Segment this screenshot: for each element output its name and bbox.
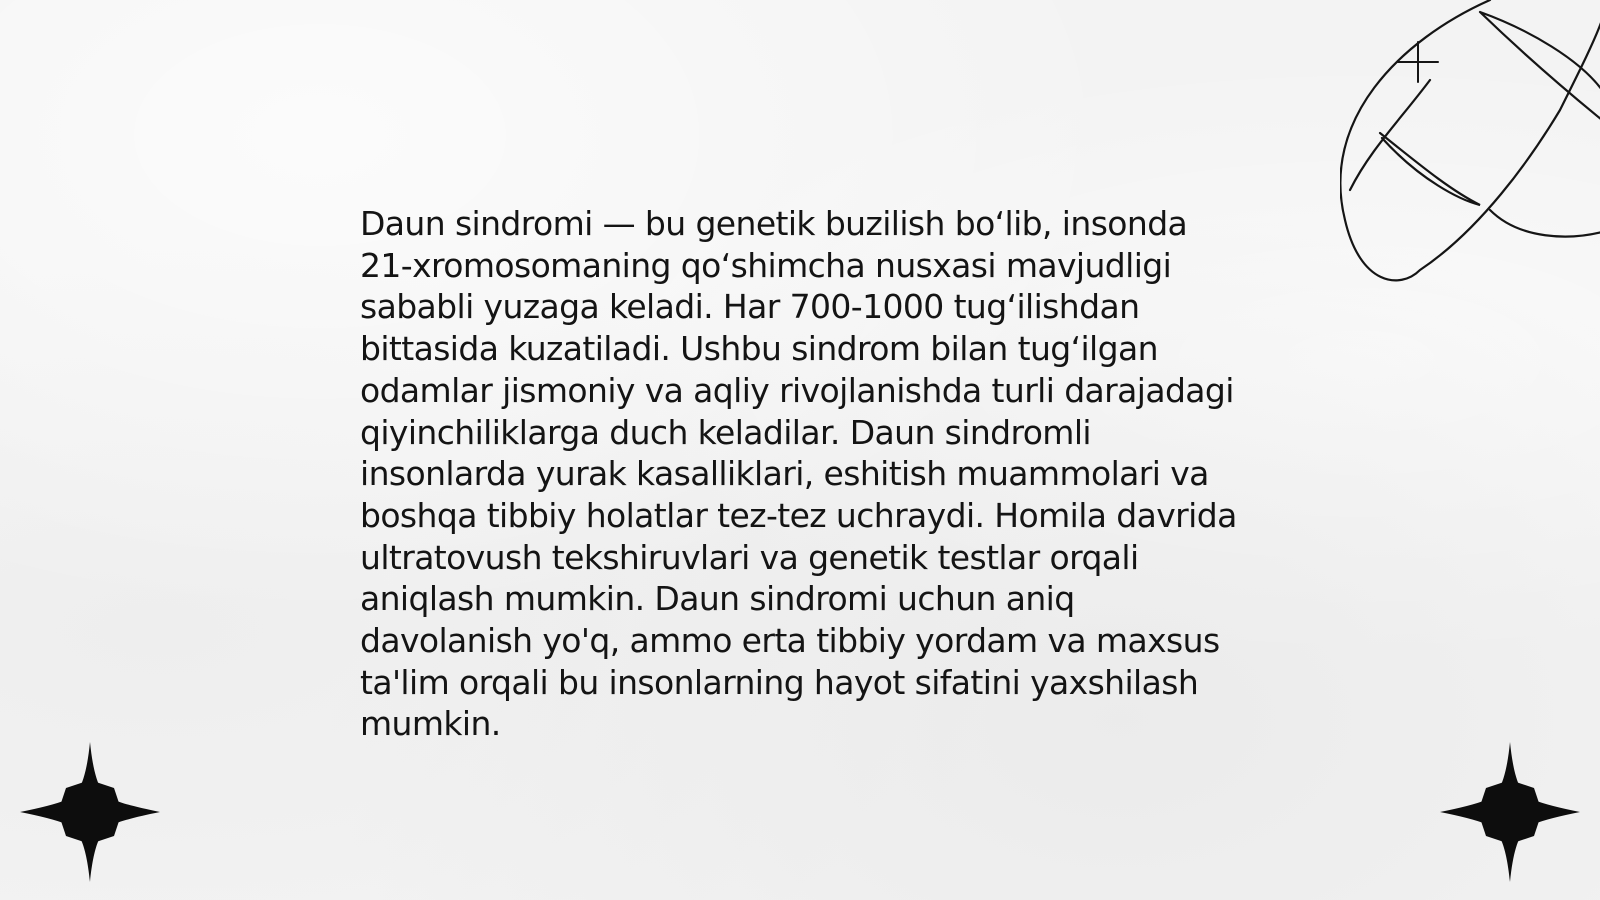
sparkle-icon <box>1398 42 1438 82</box>
orbit-lines-icon <box>1340 0 1600 300</box>
four-point-star-icon <box>1440 742 1580 882</box>
slide-body-text: Daun sindromi — bu genetik buzilish bo‘lib, insonda 21-xromosomaning qo‘shimcha nusxasi mavjudligi sababli yuzaga keladi. Har 700-1000 tug‘ilishdan bittasida kuzatiladi. Ushbu sindrom bilan tug‘ilgan odamlar jismoniy va aqliy rivojlanishda turli darajadagi qiyinchiliklarga duch keladilar. Daun sindromli insonlarda yurak kasalliklari, eshitish muammolari va boshqa tibbiy holatlar tez-tez uchraydi. Homila davrida ultratovush tekshiruvlari va genetik testlar orqali aniqlash mumkin. Daun sindromi uchun aniq davolanish yo'q, ammo erta tibbiy yordam va maxsus ta'lim orqali bu insonlarning hayot sifatini yaxshilash mumkin. <box>360 204 1237 744</box>
four-point-star-icon <box>20 742 160 882</box>
